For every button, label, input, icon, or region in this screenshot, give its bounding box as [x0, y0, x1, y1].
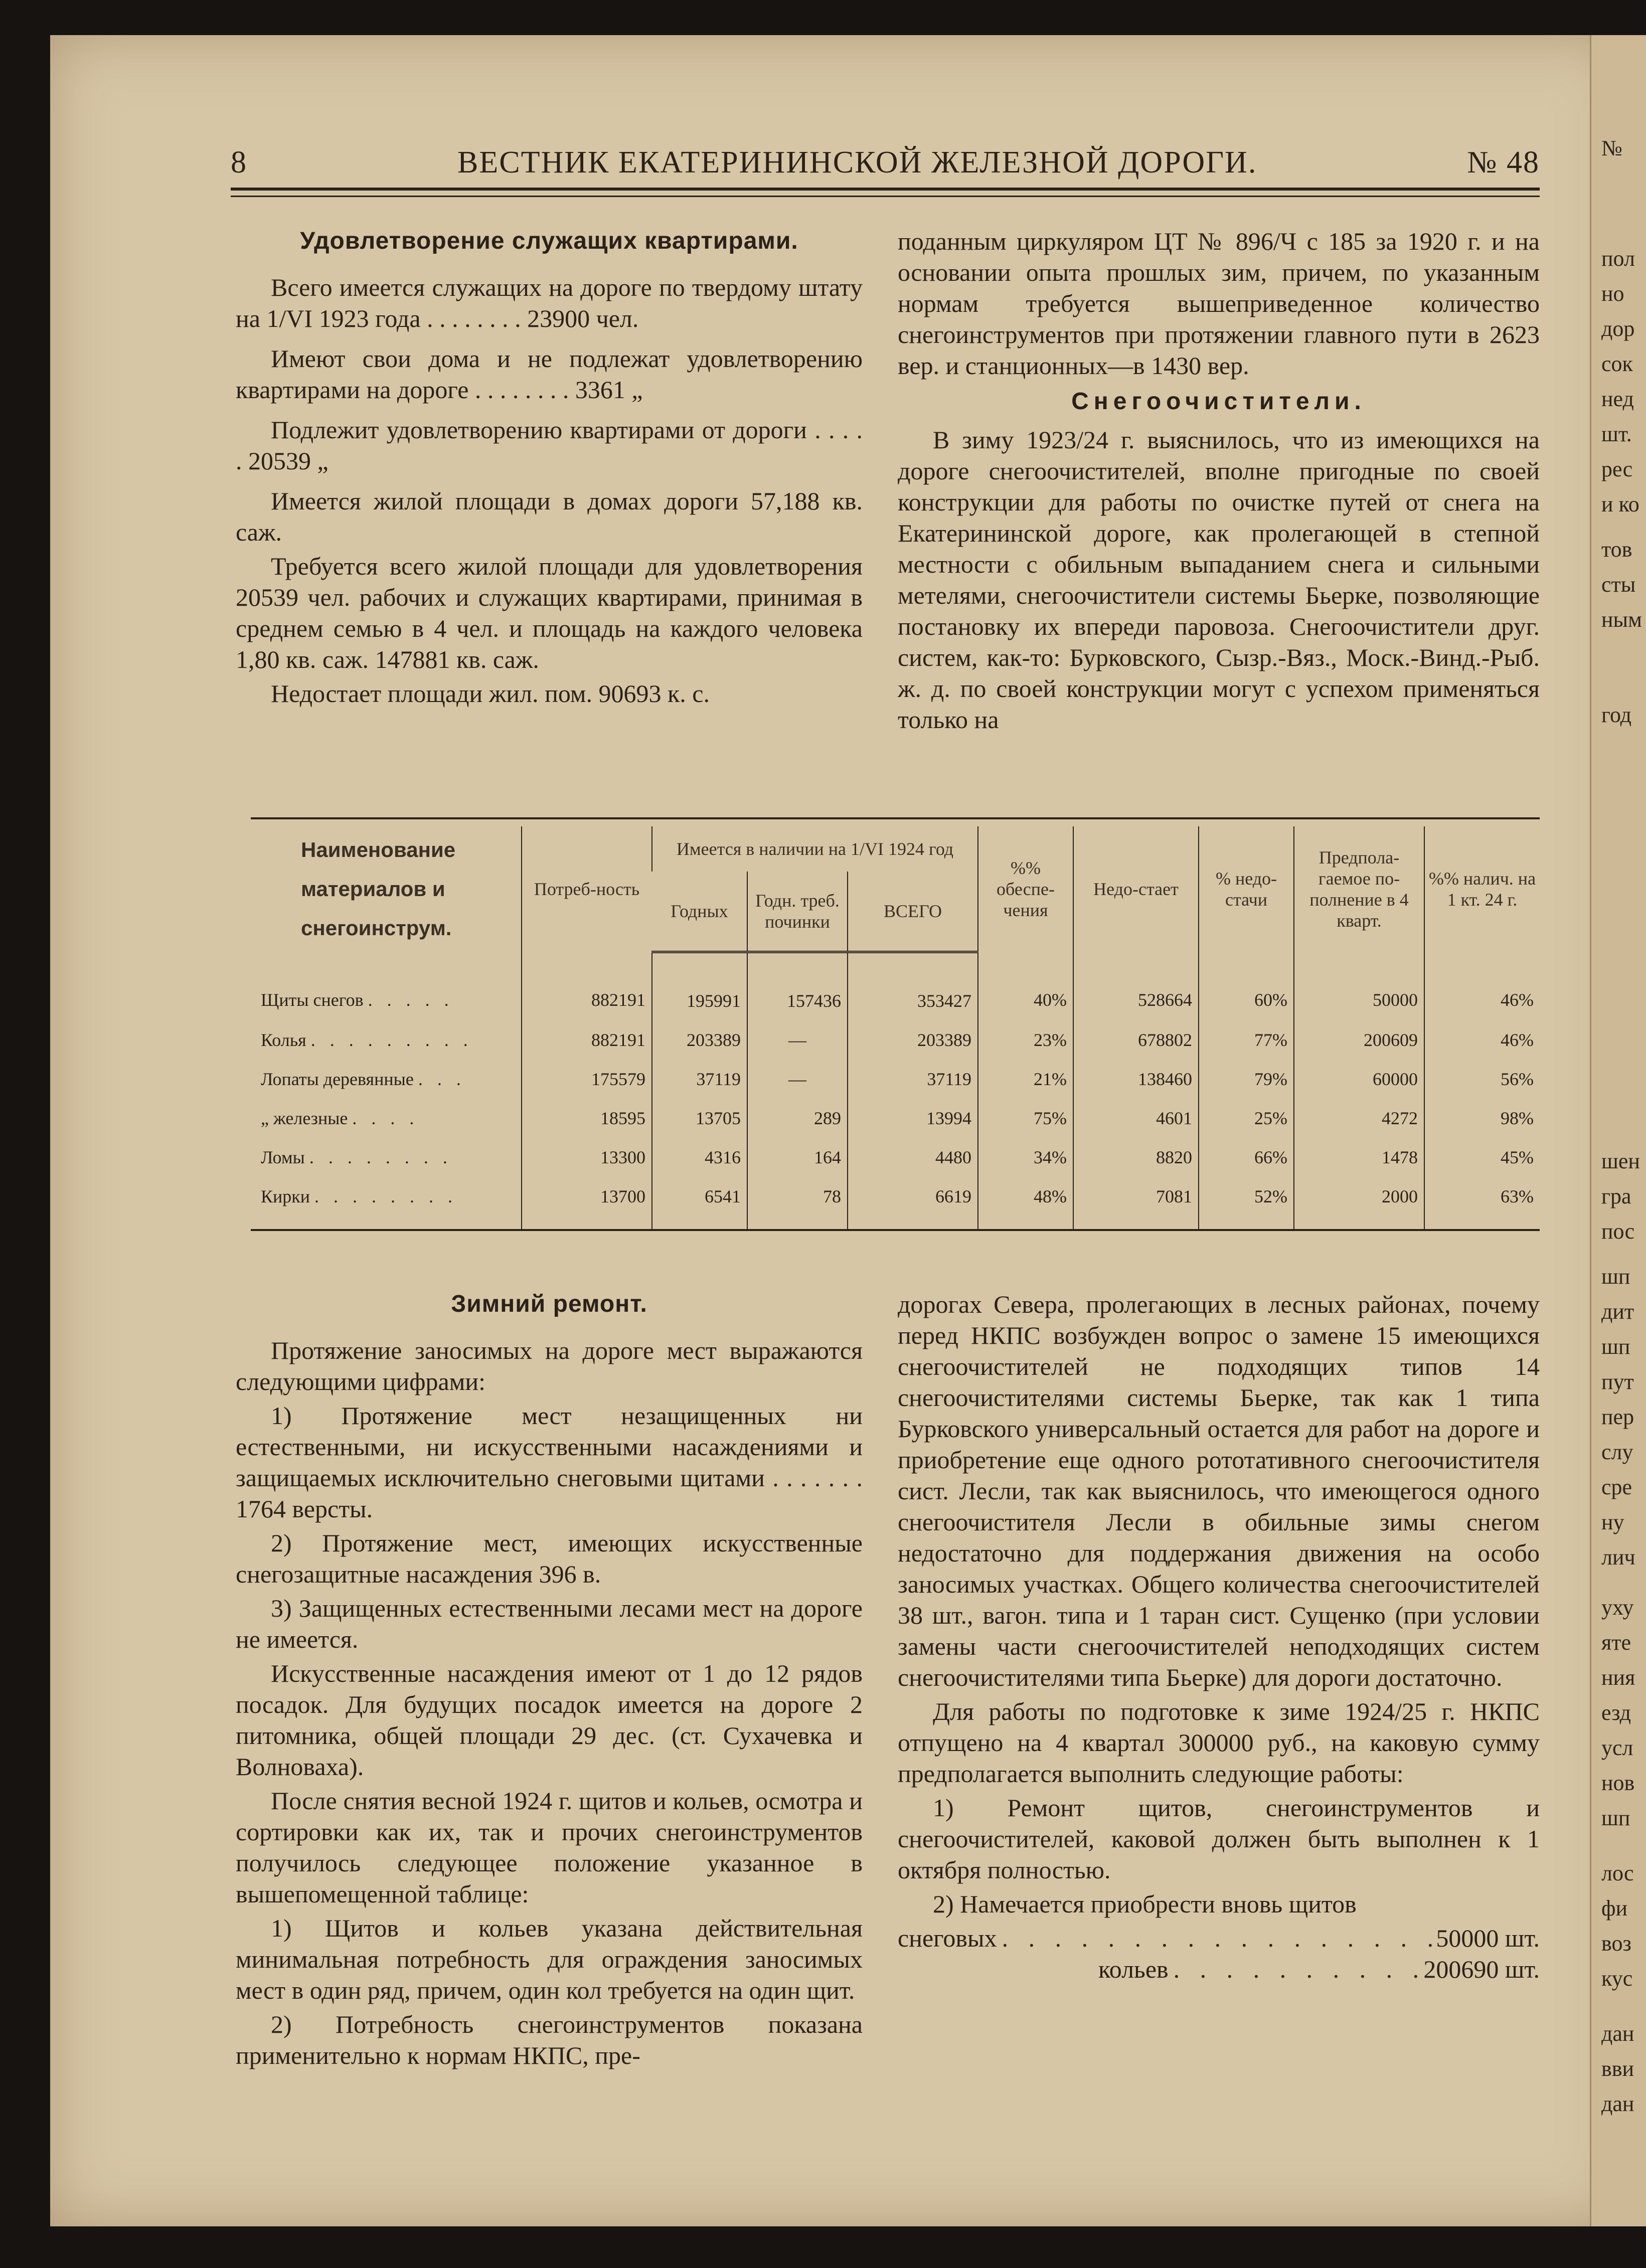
adjacent-page-fragment: сок: [1601, 352, 1633, 376]
column-header-pct-provided: %% обеспе-чения: [978, 826, 1073, 952]
adjacent-page-fragment: усл: [1601, 1735, 1633, 1760]
column-header-pct-shortage: % недо-стачи: [1199, 826, 1294, 952]
winter-item: 1) Протяжение мест незащищенных ни естественными, ни искусственными насаждениями и защищаемых исключительно снеговыми щитами . . . . . . . 1764 версты.: [236, 1402, 863, 1523]
cell-total: 353427: [848, 952, 978, 1020]
snowplow-section: [898, 226, 1540, 738]
column-header-need: Потреб-ность: [522, 826, 652, 952]
cell-pct-present: 63%: [1424, 1177, 1540, 1229]
winter-paragraph: 2) Потребность снегоинструментов показана применительно к нормам НКПС, пре-: [236, 2010, 863, 2069]
cell-repair: 78: [747, 1177, 848, 1229]
cell-shortage: 7081: [1073, 1177, 1199, 1229]
cell-pct-present: 98%: [1424, 1099, 1540, 1138]
budget-item: 2) Намечается приобрести вновь щитов: [933, 1890, 1357, 1918]
continuation-paragraph: дорогах Севера, пролегающих в лесных районах, почему перед НКПС возбужден вопрос о замене 15 имеющихся снегоочистителей не подходящих типов 14 снегоочистителями системы Бьерке, так как 1 типа Бурковского универсальный остается для работ на дороге и приобретение еще одного рототативного снегоочистителя сист. Лесли, так как выяснилось, что имеющегося одного снегоочистителя Лесли в обильные зимы снегом недостаточно для поддержания движения на особо заносимых участках. Общего количества снегоочистителей 38 шт., вагон. типа и 1 таран сист. Сущенко (при условии замены части снегоочистителей неподходящих систем снегоочистителями типа Бьерке) для дороги достаточно.: [898, 1290, 1540, 1691]
cell-expected: 1478: [1294, 1138, 1424, 1177]
adjacent-page-fragment: шп: [1601, 1806, 1630, 1830]
cell-pct-shortage: 79%: [1199, 1060, 1294, 1099]
cell-repair: 289: [747, 1099, 848, 1138]
cell-good: 203389: [652, 1020, 747, 1060]
housing-entry: Подлежит удовлетворению квартирами от дороги . . . . . 20539 „: [236, 416, 863, 475]
cell-repair: 164: [747, 1138, 848, 1177]
column-header-good: Годных: [652, 871, 747, 952]
winter-item: 2) Протяжение мест, имеющих искусственные снегозащитные насаждения 396 в.: [236, 1529, 863, 1588]
column-header-shortage: Недо-стает: [1073, 826, 1199, 952]
adjacent-page-fragment: нов: [1601, 1771, 1635, 1795]
snowplow-paragraph: В зиму 1923/24 г. выяснилось, что из имеющихся на дороге снегоочистителей, вполне пригодные по своей конструкции для работы по очистке путей от снега на Екатерининской дороге, как пролегающей в степной местности с обильным выпаданием снега и сильными метелями, снегоочистители системы Бьерке, позволяющие постановку их впереди паровоза. Снегоочистители друг. систем, как-то: Бурковского, Сызр.-Вяз., Моск.-Винд.-Рыб. ж. д. по своей конструкции могут с успехом применяться только на: [898, 426, 1540, 734]
adjacent-page-fragment: ния: [1601, 1665, 1635, 1690]
cell-total: 203389: [848, 1020, 978, 1060]
adjacent-page-fragment: рес: [1601, 457, 1633, 481]
housing-paragraph: Требуется всего жилой площади для удовлетворения 20539 чел. рабочих и служащих квартирами, принимая в среднем семью в 4 чел. и площадь на каждого человека 1,80 кв. саж. 147881 кв. саж.: [236, 552, 863, 673]
cell-pct-present: 46%: [1424, 952, 1540, 1020]
column-header-total: ВСЕГО: [848, 871, 978, 952]
journal-title: ВЕСТНИК ЕКАТЕРИНИНСКОЙ ЖЕЛЕЗНОЙ ДОРОГИ.: [457, 145, 1257, 180]
cell-pct-provided: 40%: [978, 952, 1073, 1020]
row-name: Лопаты деревянные: [261, 1069, 414, 1089]
snowplow-continued: [898, 1289, 1540, 1985]
newspaper-page: [50, 35, 1642, 2226]
entry-text: Подлежит удовлетворению квартирами от дороги: [271, 416, 807, 444]
cell-expected: 200609: [1294, 1020, 1424, 1060]
cell-need: 13300: [522, 1138, 652, 1177]
winter-paragraph: Протяжение заносимых на дороге мест выражаются следующими цифрами:: [236, 1336, 863, 1395]
entry-text: Всего имеется служащих на дороге по твердому штату на 1/VI 1923 года: [236, 273, 863, 332]
materials-table: [251, 826, 1540, 1229]
budget-paragraph: Для работы по подготовке к зиме 1924/25 г. НКПС отпущено на 4 квартал 300000 руб., на каковую сумму предполагается выполнить следующие работы:: [898, 1697, 1540, 1788]
cell-pct-provided: 34%: [978, 1138, 1073, 1177]
adjacent-page-fragment: слу: [1601, 1440, 1633, 1464]
adjacent-page-fragment: езд: [1601, 1700, 1631, 1725]
cell-pct-shortage: 66%: [1199, 1138, 1294, 1177]
snowplow-heading: Снегоочистители.: [1071, 388, 1366, 415]
adjacent-page-fragment: шп: [1601, 1264, 1630, 1289]
winter-repair-section: [236, 1289, 863, 2074]
adjacent-page-fragment: шт.: [1601, 422, 1632, 446]
table-row: „ железные . . . . 18595 13705 289 13994 75% 4601 25% 4272 98%: [251, 1099, 1540, 1138]
continuation-paragraph: поданным циркуляром ЦТ № 896/Ч с 185 за 1920 г. и на основании опыта прошлых зим, причем, по указанным нормам требуется вышеприведенное количество снегоинструментов при протяжении главного пути в 2623 вер. и станционных—в 1430 вер.: [898, 227, 1540, 380]
page-header: [231, 135, 1540, 191]
cell-shortage: 678802: [1073, 1020, 1199, 1060]
row-name: „ железные: [261, 1108, 348, 1128]
cell-total: 4480: [848, 1138, 978, 1177]
cell-shortage: 138460: [1073, 1060, 1199, 1099]
snow-tools-table: [251, 817, 1540, 1231]
cell-need: 882191: [522, 1020, 652, 1060]
entry-value: 23900 чел.: [527, 304, 639, 332]
housing-entry: Всего имеется служащих на дороге по твердому штату на 1/VI 1923 года . . . . . . . . 23900 чел.: [236, 273, 863, 332]
page-number: 8: [231, 145, 247, 180]
cell-expected: 60000: [1294, 1060, 1424, 1099]
winter-heading: Зимний ремонт.: [451, 1291, 647, 1317]
cell-expected: 2000: [1294, 1177, 1424, 1229]
cell-need: 18595: [522, 1099, 652, 1138]
cell-pct-shortage: 77%: [1199, 1020, 1294, 1060]
row-name: Колья: [261, 1029, 306, 1050]
column-header-repair: Годн. треб. починки: [747, 871, 848, 952]
column-header-available: Имеется в наличии на 1/VI 1924 год: [652, 826, 978, 871]
cell-repair: 157436: [747, 952, 848, 1020]
table-row: Лопаты деревянные . . . 175579 37119 — 37119 21% 138460 79% 60000 56%: [251, 1060, 1540, 1099]
adjacent-page-fragment: пол: [1601, 246, 1635, 271]
row-name: Щиты снегов: [261, 990, 364, 1010]
adjacent-page-fragment: пут: [1601, 1369, 1634, 1394]
cell-repair: —: [747, 1060, 848, 1099]
adjacent-page-fragment: лич: [1601, 1545, 1635, 1569]
cell-total: 13994: [848, 1099, 978, 1138]
cell-shortage: 4601: [1073, 1099, 1199, 1138]
cell-pct-present: 56%: [1424, 1060, 1540, 1099]
row-name: Ломы: [261, 1147, 305, 1167]
cell-expected: 50000: [1294, 952, 1424, 1020]
cell-need: 175579: [522, 1060, 652, 1099]
adjacent-page-fragment: шп: [1601, 1334, 1630, 1359]
housing-section: [236, 226, 863, 712]
table-bottom-rule: [251, 1229, 1540, 1231]
adjacent-page-fragment: пер: [1601, 1405, 1634, 1429]
cell-good: 13705: [652, 1099, 747, 1138]
budget-item: 1) Ремонт щитов, снегоинструментов и снегоочистителей, каковой должен быть выполнен к 1 октября полностью.: [898, 1794, 1540, 1884]
cell-pct-provided: 23%: [978, 1020, 1073, 1060]
adjacent-page-fragment: но: [1601, 281, 1624, 306]
adjacent-page-edge: [1590, 35, 1646, 2226]
column-header-expected: Предпола-гаемое по-полнение в 4 кварт.: [1294, 826, 1424, 952]
table-row: Колья . . . . . . . . . 882191 203389 — 203389 23% 678802 77% 200609 46%: [251, 1020, 1540, 1060]
entry-value: 3361 „: [575, 376, 643, 404]
adjacent-page-fragment: гра: [1601, 1184, 1631, 1208]
adjacent-page-fragment: ну: [1601, 1510, 1624, 1534]
issue-number: № 48: [1467, 145, 1540, 180]
purchase-line: снеговых . . . 50000 шт.: [898, 1923, 1540, 1954]
cell-pct-present: 45%: [1424, 1138, 1540, 1177]
table-row: Ломы . . . . . . . . 13300 4316 164 4480 34% 8820 66% 1478 45%: [251, 1138, 1540, 1177]
housing-paragraph: Имеется жилой площади в домах дороги 57,188 кв. саж.: [236, 487, 863, 546]
cell-repair: —: [747, 1020, 848, 1060]
cell-shortage: 8820: [1073, 1138, 1199, 1177]
table-top-rule: [251, 817, 1540, 819]
adjacent-page-fragment: лос: [1601, 1861, 1634, 1885]
adjacent-page-fragment: уху: [1601, 1595, 1634, 1620]
winter-paragraph: После снятия весной 1924 г. щитов и кольев, осмотра и сортировки как их, так и прочих снегоинструментов получилось следующее положение указанное в вышепомещенной таблице:: [236, 1787, 863, 1908]
housing-paragraph: Недостает площади жил. пом. 90693 к. с.: [271, 679, 710, 708]
cell-good: 195991: [652, 952, 747, 1020]
adjacent-page-fragment: год: [1601, 703, 1632, 727]
housing-heading: Удовлетворение служащих квартирами.: [300, 228, 798, 254]
cell-total: 37119: [848, 1060, 978, 1099]
cell-expected: 4272: [1294, 1099, 1424, 1138]
entry-text: Имеют свои дома и не подлежат удовлетворению квартирами на дороге: [236, 344, 863, 404]
adjacent-page-fragment: вви: [1601, 2056, 1634, 2081]
adjacent-page-fragment: и ко: [1601, 492, 1639, 516]
adjacent-page-fragment: сты: [1601, 572, 1636, 597]
adjacent-page-fragment: ным: [1601, 607, 1642, 632]
cell-pct-present: 46%: [1424, 1020, 1540, 1060]
header-rule: [231, 196, 1540, 197]
table-row: Кирки . . . . . . . . 13700 6541 78 6619 48% 7081 52% 2000 63%: [251, 1177, 1540, 1229]
cell-good: 37119: [652, 1060, 747, 1099]
cell-pct-provided: 75%: [978, 1099, 1073, 1138]
row-name: Кирки: [261, 1186, 310, 1206]
column-header-pct-present: %% налич. на 1 кт. 24 г.: [1424, 826, 1540, 952]
cell-pct-provided: 21%: [978, 1060, 1073, 1099]
adjacent-page-fragment: шен: [1601, 1149, 1640, 1173]
winter-paragraph: Искусственные насаждения имеют от 1 до 12 рядов посадок. Для будущих посадок имеется на дороге 2 питомника, общей площади 29 дес. (ст. Сухачевка и Волноваха).: [236, 1659, 863, 1781]
adjacent-page-fragment: сре: [1601, 1475, 1632, 1499]
adjacent-page-fragment: яте: [1601, 1630, 1631, 1655]
adjacent-page-fragment: пос: [1601, 1219, 1635, 1244]
adjacent-page-fragment: дор: [1601, 316, 1635, 341]
adjacent-page-fragment: воз: [1601, 1931, 1631, 1956]
adjacent-page-fragment: №: [1601, 136, 1622, 160]
column-header-name: Наименование материалов и снегоинструм.: [301, 838, 456, 940]
cell-pct-shortage: 60%: [1199, 952, 1294, 1020]
cell-good: 6541: [652, 1177, 747, 1229]
adjacent-page-fragment: кус: [1601, 1966, 1633, 1991]
adjacent-page-fragment: тов: [1601, 537, 1632, 562]
cell-need: 882191: [522, 952, 652, 1020]
cell-total: 6619: [848, 1177, 978, 1229]
adjacent-page-fragment: фи: [1601, 1896, 1628, 1921]
cell-good: 4316: [652, 1138, 747, 1177]
entry-value: 20539 „: [248, 447, 328, 475]
adjacent-page-fragment: дан: [1601, 2021, 1634, 2046]
cell-pct-shortage: 52%: [1199, 1177, 1294, 1229]
winter-paragraph: 1) Щитов и кольев указана действительная минимальная потребность для ограждения заносимых мест в один ряд, причем, один кол требуется на один щит.: [236, 1914, 863, 2004]
cell-shortage: 528664: [1073, 952, 1199, 1020]
winter-item: 3) Защищенных естественными лесами мест на дороге не имеется.: [236, 1594, 863, 1653]
cell-pct-provided: 48%: [978, 1177, 1073, 1229]
cell-need: 13700: [522, 1177, 652, 1229]
table-row: Щиты снегов . . . . . 882191 195991 157436 353427 40% 528664 60% 50000 46%: [251, 952, 1540, 1020]
purchase-line: кольев . . . 200690 шт.: [898, 1954, 1540, 1985]
adjacent-page-fragment: нед: [1601, 387, 1634, 411]
adjacent-page-fragment: дан: [1601, 2091, 1634, 2116]
cell-pct-shortage: 25%: [1199, 1099, 1294, 1138]
housing-entry: Имеют свои дома и не подлежат удовлетворению квартирами на дороге . . . . . . . . 3361 „: [236, 344, 863, 404]
adjacent-page-fragment: дит: [1601, 1299, 1634, 1324]
